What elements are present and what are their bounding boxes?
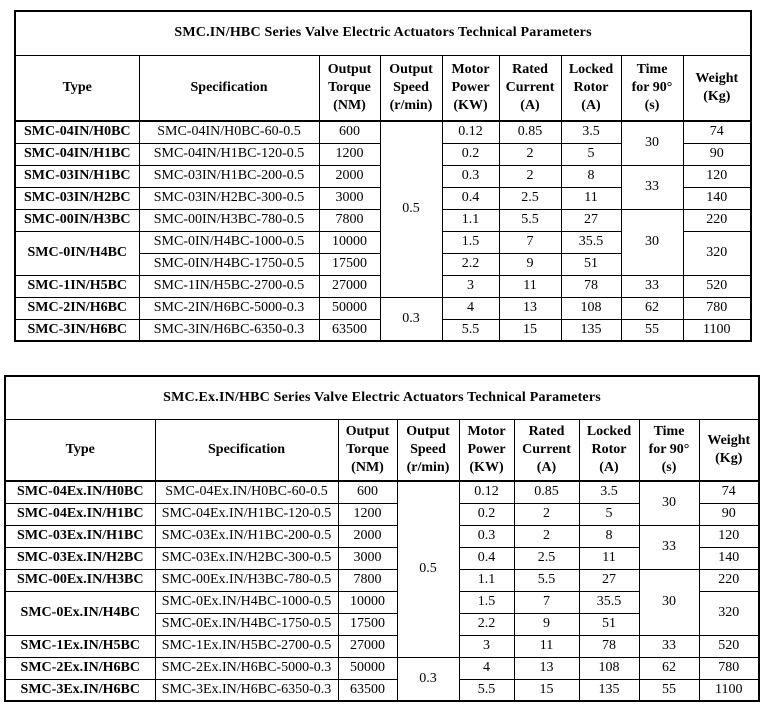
cell-type: SMC-3IN/H6BC xyxy=(15,319,139,341)
cell-output-torque: 50000 xyxy=(319,297,380,319)
cell-rated-current: 0.85 xyxy=(514,481,579,503)
cell-weight: 320 xyxy=(699,591,759,635)
cell-locked-rotor: 11 xyxy=(579,547,639,569)
cell-locked-rotor: 51 xyxy=(561,253,621,275)
cell-rated-current: 2 xyxy=(499,143,561,165)
cell-weight: 90 xyxy=(683,143,751,165)
cell-weight: 140 xyxy=(683,187,751,209)
col-header-type xyxy=(15,56,139,122)
cell-rated-current: 13 xyxy=(514,657,579,679)
cell-time-for-90: 30 xyxy=(621,121,683,165)
cell-specification: SMC-1Ex.IN/H5BC-2700-0.5 xyxy=(155,635,338,657)
cell-motor-power: 0.4 xyxy=(442,187,499,209)
header-line: (A) xyxy=(536,460,557,476)
cell-output-torque: 63500 xyxy=(338,679,397,701)
cell-specification: SMC-04IN/H1BC-120-0.5 xyxy=(139,143,319,165)
col-header-output-torque xyxy=(338,420,397,482)
col-header-rated-current xyxy=(499,56,561,122)
cell-specification: SMC-04IN/H0BC-60-0.5 xyxy=(139,121,319,143)
header-line: Rotor xyxy=(591,441,627,457)
col-header-time-for-90 xyxy=(621,56,683,122)
cell-type: SMC-1Ex.IN/H5BC xyxy=(5,635,155,657)
cell-rated-current: 0.85 xyxy=(499,121,561,143)
cell-output-speed: 0.5 xyxy=(397,481,459,657)
col-header-motor-power xyxy=(459,420,514,482)
cell-specification: SMC-1IN/H5BC-2700-0.5 xyxy=(139,275,319,297)
header-line: (A) xyxy=(520,98,540,114)
header-line: Output xyxy=(345,423,390,439)
cell-locked-rotor: 108 xyxy=(579,657,639,679)
header-line: Output xyxy=(327,61,372,77)
cell-time-for-90: 30 xyxy=(639,569,699,635)
cell-specification: SMC-03Ex.IN/H1BC-200-0.5 xyxy=(155,525,338,547)
cell-type: SMC-2Ex.IN/H6BC xyxy=(5,657,155,679)
cell-time-for-90: 33 xyxy=(621,275,683,297)
cell-rated-current: 7 xyxy=(514,591,579,613)
cell-motor-power: 3 xyxy=(459,635,514,657)
cell-weight: 520 xyxy=(699,635,759,657)
cell-type: SMC-03IN/H1BC xyxy=(15,165,139,187)
cell-time-for-90: 30 xyxy=(621,209,683,275)
table-row xyxy=(5,525,759,547)
cell-motor-power: 2.2 xyxy=(442,253,499,275)
table-title: SMC.IN/HBC Series Valve Electric Actuators Technical Parameters xyxy=(15,11,751,56)
cell-weight: 780 xyxy=(699,657,759,679)
header-line: Type xyxy=(65,441,95,457)
header-line: Rated xyxy=(528,423,565,439)
cell-rated-current: 5.5 xyxy=(499,209,561,231)
header-line: (NM) xyxy=(351,460,384,476)
cell-weight: 1100 xyxy=(683,319,751,341)
cell-specification: SMC-03IN/H2BC-300-0.5 xyxy=(139,187,319,209)
header-line: Speed xyxy=(393,79,429,95)
cell-locked-rotor: 78 xyxy=(561,275,621,297)
cell-type: SMC-00Ex.IN/H3BC xyxy=(5,569,155,591)
cell-type: SMC-04IN/H0BC xyxy=(15,121,139,143)
cell-weight: 320 xyxy=(683,231,751,275)
cell-type: SMC-03IN/H2BC xyxy=(15,187,139,209)
cell-type: SMC-0Ex.IN/H4BC xyxy=(5,591,155,635)
cell-output-torque: 10000 xyxy=(319,231,380,253)
cell-time-for-90: 62 xyxy=(639,657,699,679)
cell-type: SMC-2IN/H6BC xyxy=(15,297,139,319)
cell-output-speed: 0.3 xyxy=(397,657,459,701)
cell-locked-rotor: 5 xyxy=(561,143,621,165)
col-header-rated-current xyxy=(514,420,579,482)
header-line: Output xyxy=(406,423,450,439)
cell-locked-rotor: 35.5 xyxy=(579,591,639,613)
col-header-time-for-90 xyxy=(639,420,699,482)
col-header-motor-power xyxy=(442,56,499,122)
col-header-specification xyxy=(155,420,338,482)
cell-type: SMC-04Ex.IN/H0BC xyxy=(5,481,155,503)
cell-motor-power: 4 xyxy=(459,657,514,679)
cell-locked-rotor: 51 xyxy=(579,613,639,635)
cell-rated-current: 9 xyxy=(514,613,579,635)
cell-rated-current: 15 xyxy=(514,679,579,701)
cell-rated-current: 13 xyxy=(499,297,561,319)
header-line: Power xyxy=(467,441,506,457)
header-line: Torque xyxy=(328,79,371,95)
cell-weight: 1100 xyxy=(699,679,759,701)
table-row xyxy=(5,679,759,701)
cell-motor-power: 0.12 xyxy=(442,121,499,143)
table-row xyxy=(5,569,759,591)
cell-locked-rotor: 8 xyxy=(579,525,639,547)
cell-locked-rotor: 78 xyxy=(579,635,639,657)
cell-output-torque: 3000 xyxy=(338,547,397,569)
cell-locked-rotor: 3.5 xyxy=(561,121,621,143)
cell-specification: SMC-03IN/H1BC-200-0.5 xyxy=(139,165,319,187)
cell-type: SMC-1IN/H5BC xyxy=(15,275,139,297)
cell-locked-rotor: 11 xyxy=(561,187,621,209)
cell-motor-power: 3 xyxy=(442,275,499,297)
cell-motor-power: 5.5 xyxy=(459,679,514,701)
table-row xyxy=(5,481,759,503)
cell-specification: SMC-3Ex.IN/H6BC-6350-0.3 xyxy=(155,679,338,701)
header-row xyxy=(5,420,759,482)
cell-output-torque: 17500 xyxy=(319,253,380,275)
header-line: (r/min) xyxy=(406,460,450,476)
cell-time-for-90: 62 xyxy=(621,297,683,319)
header-row xyxy=(15,56,751,122)
cell-output-torque: 600 xyxy=(338,481,397,503)
cell-time-for-90: 33 xyxy=(639,525,699,569)
cell-motor-power: 4 xyxy=(442,297,499,319)
cell-specification: SMC-00Ex.IN/H3BC-780-0.5 xyxy=(155,569,338,591)
table-smc-in-hbc xyxy=(14,10,752,342)
cell-output-torque: 3000 xyxy=(319,187,380,209)
cell-time-for-90: 55 xyxy=(621,319,683,341)
cell-motor-power: 2.2 xyxy=(459,613,514,635)
cell-output-torque: 27000 xyxy=(338,635,397,657)
cell-motor-power: 1.5 xyxy=(442,231,499,253)
header-line: Rotor xyxy=(573,79,609,95)
header-line: Rated xyxy=(512,61,548,77)
cell-output-torque: 7800 xyxy=(319,209,380,231)
table-row xyxy=(15,121,751,143)
header-line: (A) xyxy=(581,98,601,114)
cell-type: SMC-0IN/H4BC xyxy=(15,231,139,275)
cell-rated-current: 5.5 xyxy=(514,569,579,591)
cell-time-for-90: 55 xyxy=(639,679,699,701)
table-row xyxy=(5,657,759,679)
cell-rated-current: 2 xyxy=(499,165,561,187)
header-line: Speed xyxy=(410,441,446,457)
col-header-locked-rotor xyxy=(579,420,639,482)
cell-weight: 780 xyxy=(683,297,751,319)
col-header-output-speed xyxy=(397,420,459,482)
cell-specification: SMC-0Ex.IN/H4BC-1750-0.5 xyxy=(155,613,338,635)
header-line: Torque xyxy=(346,441,389,457)
col-header-weight xyxy=(683,56,751,122)
cell-motor-power: 0.3 xyxy=(442,165,499,187)
header-line: (A) xyxy=(599,460,619,476)
title-row xyxy=(15,11,751,56)
cell-locked-rotor: 5 xyxy=(579,503,639,525)
cell-specification: SMC-2IN/H6BC-5000-0.3 xyxy=(139,297,319,319)
header-line: for 90° xyxy=(648,441,690,457)
col-header-specification xyxy=(139,56,319,122)
header-line: (s) xyxy=(644,98,660,114)
cell-output-speed: 0.3 xyxy=(380,297,442,341)
cell-weight: 520 xyxy=(683,275,751,297)
cell-specification: SMC-00IN/H3BC-780-0.5 xyxy=(139,209,319,231)
cell-motor-power: 0.3 xyxy=(459,525,514,547)
cell-rated-current: 2.5 xyxy=(514,547,579,569)
cell-specification: SMC-04Ex.IN/H1BC-120-0.5 xyxy=(155,503,338,525)
table-row xyxy=(15,297,751,319)
header-line: Specification xyxy=(208,441,285,457)
cell-output-torque: 7800 xyxy=(338,569,397,591)
cell-output-torque: 1200 xyxy=(319,143,380,165)
header-line: (s) xyxy=(661,460,677,476)
cell-weight: 220 xyxy=(683,209,751,231)
header-line: (r/min) xyxy=(389,98,433,114)
col-header-weight xyxy=(699,420,759,482)
cell-locked-rotor: 135 xyxy=(561,319,621,341)
cell-time-for-90: 30 xyxy=(639,481,699,525)
cell-specification: SMC-04Ex.IN/H0BC-60-0.5 xyxy=(155,481,338,503)
col-header-output-speed xyxy=(380,56,442,122)
table-title: SMC.Ex.IN/HBC Series Valve Electric Actuators Technical Parameters xyxy=(5,376,759,420)
cell-output-speed: 0.5 xyxy=(380,121,442,297)
header-line: (KW) xyxy=(453,98,488,114)
cell-time-for-90: 33 xyxy=(621,165,683,209)
cell-locked-rotor: 3.5 xyxy=(579,481,639,503)
cell-motor-power: 0.4 xyxy=(459,547,514,569)
cell-locked-rotor: 27 xyxy=(579,569,639,591)
header-line: (Kg) xyxy=(715,451,743,466)
cell-locked-rotor: 35.5 xyxy=(561,231,621,253)
cell-output-torque: 17500 xyxy=(338,613,397,635)
cell-locked-rotor: 135 xyxy=(579,679,639,701)
cell-motor-power: 0.2 xyxy=(442,143,499,165)
cell-type: SMC-00IN/H3BC xyxy=(15,209,139,231)
cell-specification: SMC-2Ex.IN/H6BC-5000-0.3 xyxy=(155,657,338,679)
cell-specification: SMC-0IN/H4BC-1000-0.5 xyxy=(139,231,319,253)
cell-motor-power: 5.5 xyxy=(442,319,499,341)
cell-weight: 74 xyxy=(683,121,751,143)
cell-motor-power: 0.12 xyxy=(459,481,514,503)
cell-rated-current: 2.5 xyxy=(499,187,561,209)
cell-type: SMC-03Ex.IN/H1BC xyxy=(5,525,155,547)
cell-output-torque: 600 xyxy=(319,121,380,143)
cell-output-torque: 63500 xyxy=(319,319,380,341)
cell-output-torque: 10000 xyxy=(338,591,397,613)
cell-locked-rotor: 108 xyxy=(561,297,621,319)
cell-rated-current: 2 xyxy=(514,503,579,525)
header-line: (NM) xyxy=(333,98,366,114)
cell-type: SMC-3Ex.IN/H6BC xyxy=(5,679,155,701)
cell-type: SMC-03Ex.IN/H2BC xyxy=(5,547,155,569)
header-line: Power xyxy=(451,79,490,95)
header-line: Motor xyxy=(467,423,506,439)
header-line: Time xyxy=(636,61,668,77)
cell-locked-rotor: 8 xyxy=(561,165,621,187)
cell-weight: 140 xyxy=(699,547,759,569)
header-line: Locked xyxy=(568,61,614,77)
cell-weight: 120 xyxy=(699,525,759,547)
header-line: Type xyxy=(62,79,92,95)
cell-motor-power: 1.1 xyxy=(459,569,514,591)
header-line: Weight xyxy=(707,432,751,448)
cell-specification: SMC-03Ex.IN/H2BC-300-0.5 xyxy=(155,547,338,569)
cell-output-torque: 50000 xyxy=(338,657,397,679)
header-line: Locked xyxy=(586,423,632,439)
header-line: Weight xyxy=(695,70,739,86)
cell-motor-power: 1.5 xyxy=(459,591,514,613)
header-line: (KW) xyxy=(469,460,504,476)
cell-locked-rotor: 27 xyxy=(561,209,621,231)
col-header-type xyxy=(5,420,155,482)
table-row xyxy=(5,635,759,657)
cell-rated-current: 11 xyxy=(514,635,579,657)
cell-rated-current: 7 xyxy=(499,231,561,253)
cell-time-for-90: 33 xyxy=(639,635,699,657)
table-smc-ex-in-hbc xyxy=(4,375,760,702)
header-line: Specification xyxy=(190,79,268,95)
header-line: Current xyxy=(505,79,555,95)
cell-specification: SMC-0Ex.IN/H4BC-1000-0.5 xyxy=(155,591,338,613)
cell-type: SMC-04Ex.IN/H1BC xyxy=(5,503,155,525)
header-line: for 90° xyxy=(631,79,673,95)
cell-weight: 74 xyxy=(699,481,759,503)
title-row xyxy=(5,376,759,420)
header-line: Output xyxy=(389,61,433,77)
cell-weight: 120 xyxy=(683,165,751,187)
cell-weight: 90 xyxy=(699,503,759,525)
header-line: (Kg) xyxy=(703,89,731,104)
col-header-output-torque xyxy=(319,56,380,122)
header-line: Current xyxy=(522,441,571,457)
cell-output-torque: 1200 xyxy=(338,503,397,525)
cell-rated-current: 11 xyxy=(499,275,561,297)
header-line: Motor xyxy=(451,61,490,77)
cell-motor-power: 1.1 xyxy=(442,209,499,231)
cell-output-torque: 2000 xyxy=(338,525,397,547)
cell-rated-current: 9 xyxy=(499,253,561,275)
cell-weight: 220 xyxy=(699,569,759,591)
col-header-locked-rotor xyxy=(561,56,621,122)
cell-rated-current: 2 xyxy=(514,525,579,547)
cell-specification: SMC-0IN/H4BC-1750-0.5 xyxy=(139,253,319,275)
cell-output-torque: 27000 xyxy=(319,275,380,297)
cell-output-torque: 2000 xyxy=(319,165,380,187)
cell-rated-current: 15 xyxy=(499,319,561,341)
cell-motor-power: 0.2 xyxy=(459,503,514,525)
header-line: Time xyxy=(653,423,685,439)
cell-type: SMC-04IN/H1BC xyxy=(15,143,139,165)
cell-specification: SMC-3IN/H6BC-6350-0.3 xyxy=(139,319,319,341)
